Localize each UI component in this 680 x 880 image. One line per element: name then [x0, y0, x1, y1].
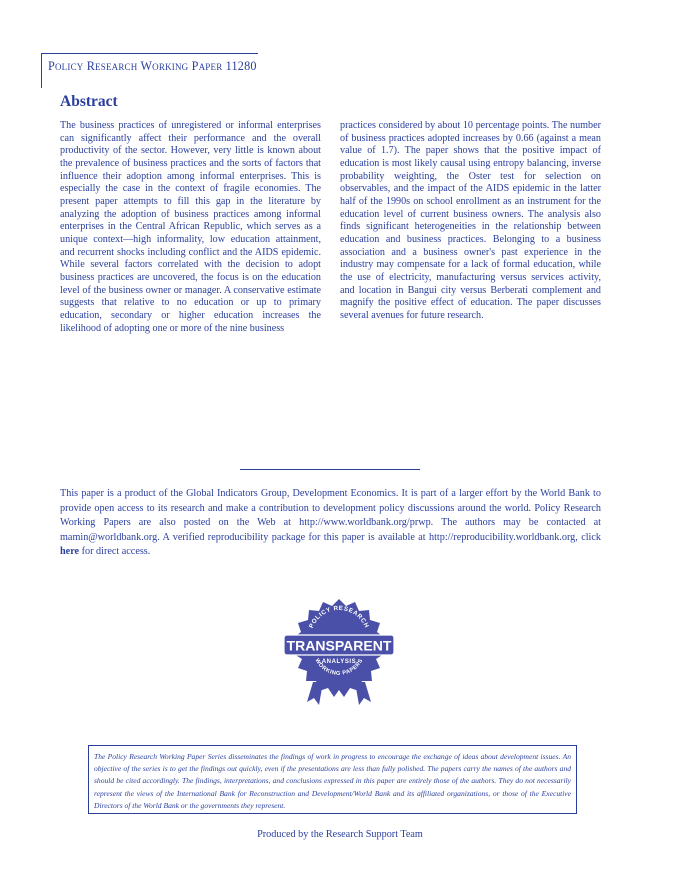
- reproducibility-link[interactable]: here: [60, 546, 80, 557]
- badge-ribbon-left: [307, 682, 323, 705]
- badge-sub-text: ANALYSIS: [321, 659, 357, 665]
- product-note-text: This paper is a product of the Global Indicators Group, Development Economics. It is part of a larger effort by the World Bank to provide open access to its research and make a contribution to development policy discussions around the world. Policy Research Working Papers are also posted on the Web at http://www.worldbank.org/prwp. The authors may be contacted at mamin@worldbank.org. A verified reproducibility package for this paper is available at http://reproducibility.worldbank.org, click: [60, 488, 601, 543]
- transparent-analysis-badge: [283, 598, 395, 706]
- abstract-column-right: [340, 120, 601, 323]
- disclaimer-box: [88, 745, 577, 814]
- badge-bottom-text: WORKING PAPERS: [313, 657, 365, 677]
- footer-credit: Produced by the Research Support Team: [257, 829, 423, 840]
- product-note: [60, 487, 601, 560]
- abstract-text-right: practices considered by about 10 percentage points. The number of business practices adopted increases by 0.66 (against a mean value of 1.7). The paper shows that the positive impact of education is most likely causal using entropy balancing, inverse probability weighting, the Oster test for selection on observables, and the impact of the AIDS epidemic in the latter half of the 1990s on school enrollment as an instrument for the education level of current business owners. The analysis also finds significant heterogeneities in the relationship between education and business practices. Belonging to a business association and a business owner's past experience in the industry may compensate for a lack of formal education, while the use of electricity, manufacturing versus services activity, and location in Bangui city versus Berberati complement and magnify the positive effect of education. The paper discusses several avenues for future research.: [340, 120, 601, 321]
- badge-ribbon-right: [355, 682, 371, 705]
- badge-main-text: TRANSPARENT: [286, 637, 392, 654]
- series-label: Policy Research Working Paper 11280: [48, 59, 257, 73]
- product-note-tail: for direct access.: [79, 546, 151, 557]
- abstract-title: Abstract: [60, 93, 118, 110]
- series-header: [41, 53, 258, 88]
- badge-top-text: POLICY RESEARCH: [308, 604, 370, 630]
- disclaimer-text: The Policy Research Working Paper Series disseminates the findings of work in progress to encourage the exchange of ideas about development issues. An objective of the series is to get the findings out quickly, even if the presentations are less than fully polished. The papers carry the names of the authors and should be cited accordingly. The findings, interpretations, and conclusions expressed in this paper are entirely those of the authors. They do not necessarily represent the views of the International Bank for Reconstruction and Development/World Bank and its affiliated organizations, or those of the Executive Directors of the World Bank or the governments they represent.: [94, 752, 571, 810]
- section-divider: [240, 469, 420, 470]
- abstract-text-left: The business practices of unregistered or informal enterprises can significantly affect their performance and the overall productivity of the sector. However, very little is known about the prevalence of business practices and the sorts of factors that influence their adoption among informal enterprises. This is especially the case in the context of fragile economies. The present paper attempts to fill this gap in the literature by analyzing the adoption of business practices among informal enterprises in the Central African Republic, which serves as a unique context—high informality, low education attainment, and recurrent shocks including conflict and the AIDS epidemic. While several factors correlated with the decision to adopt business practices are uncovered, the focus is on the education level of the business owner or manager. A conservative estimate suggests that relative to no education or up to primary education, secondary or higher education increases the likelihood of adopting one or more of the nine business: [60, 120, 321, 334]
- abstract-column-left: [60, 120, 321, 335]
